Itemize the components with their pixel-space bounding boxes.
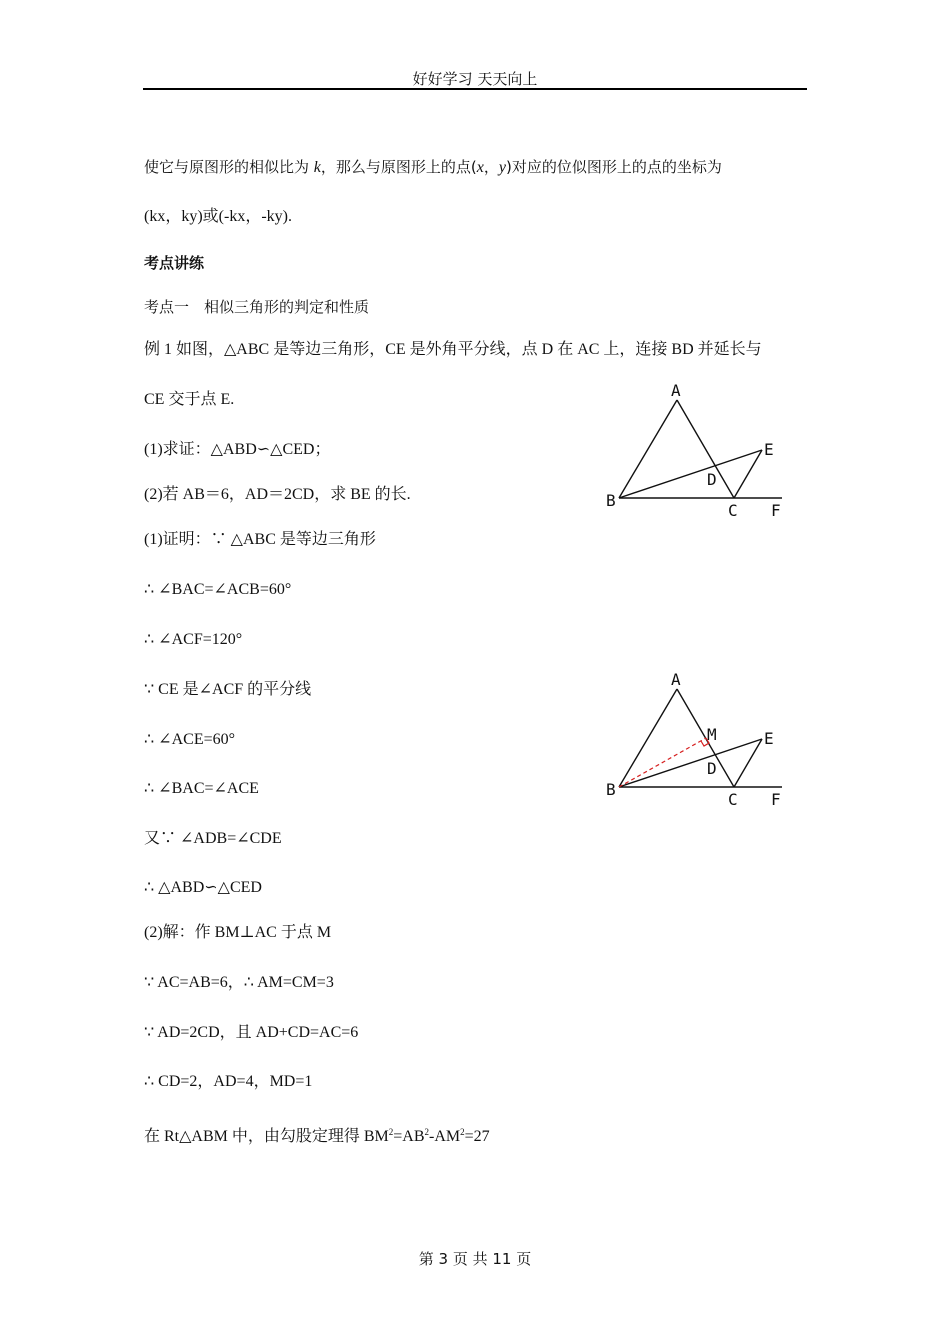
figure-2 <box>598 665 798 811</box>
question-2: (2)若 AB＝6，AD＝2CD，求 BE 的长. <box>144 486 411 503</box>
segment-ab <box>619 689 677 787</box>
segment-be <box>619 739 762 787</box>
proof-line: ∴ ∠BAC=∠ACE <box>144 780 259 797</box>
proof-line: (2)解：作 BM⊥AC 于点 M <box>144 924 332 941</box>
proof-line: 又∵ ∠ADB=∠CDE <box>144 830 282 847</box>
label-f: F <box>771 790 781 809</box>
pyth-text-d: =27 <box>464 1128 490 1145</box>
segment-ab <box>619 400 677 498</box>
label-b: B <box>606 491 616 510</box>
proof-line: ∴ ∠ACF=120° <box>144 631 243 648</box>
page-footer: 第 3 页 共 11 页 <box>418 1250 532 1268</box>
segment-ac <box>677 400 734 498</box>
label-a: A <box>671 670 681 689</box>
page-header: 好好学习 天天向上 <box>412 70 538 88</box>
intro-var-y: y <box>498 159 506 176</box>
proof-line: (1)证明：∵ △ABC 是等边三角形 <box>144 531 376 548</box>
intro-text-b: ，那么与原图形上的点( <box>320 158 477 176</box>
pyth-text-a: 在 Rt△ABM 中，由勾股定理得 BM <box>144 1128 389 1145</box>
label-b: B <box>606 780 616 799</box>
intro-text-c: ， <box>483 158 499 176</box>
segment-be <box>619 450 762 498</box>
proof-line: ∵ AC=AB=6，∴ AM=CM=3 <box>144 974 334 991</box>
pythagoras-line <box>144 1122 490 1147</box>
intro-text-d: )对应的位似图形上的点的坐标为 <box>505 158 722 176</box>
label-m: M <box>707 725 717 744</box>
label-f: F <box>771 501 781 520</box>
label-a: A <box>671 381 681 400</box>
label-d: D <box>707 470 717 489</box>
intro-line-1 <box>144 157 722 178</box>
label-e: E <box>764 440 774 459</box>
intro-var-k: k <box>313 159 321 176</box>
topic-title: 考点一 相似三角形的判定和性质 <box>144 298 370 316</box>
label-c: C <box>728 501 738 520</box>
pyth-text-b: =AB <box>393 1128 425 1145</box>
pyth-text-c: -AM <box>429 1128 461 1145</box>
pyth-sup-3: 2 <box>460 1127 465 1137</box>
intro-line-2: (kx，ky)或(-kx，-ky). <box>144 208 292 225</box>
example-line-1: 例 1 如图，△ABC 是等边三角形，CE 是外角平分线，点 D 在 AC 上，连接 BD 并延长与 <box>144 341 762 358</box>
intro-text-a: 使它与原图形的相似比为 <box>144 158 314 176</box>
label-d: D <box>707 759 717 778</box>
section-title: 考点讲练 <box>144 254 205 272</box>
proof-line: ∴ △ABD∽△CED <box>144 879 262 896</box>
question-1: (1)求证：△ABD∽△CED； <box>144 441 331 458</box>
proof-line: ∴ CD=2，AD=4，MD=1 <box>144 1073 313 1090</box>
label-c: C <box>728 790 738 809</box>
pyth-sup-1: 2 <box>388 1127 394 1137</box>
segment-ce <box>734 739 762 787</box>
proof-line: ∵ AD=2CD，且 AD+CD=AC=6 <box>144 1024 359 1041</box>
pyth-sup-2: 2 <box>424 1127 430 1137</box>
proof-line: ∴ ∠ACE=60° <box>144 731 236 748</box>
proof-line: ∵ CE 是∠ACF 的平分线 <box>144 681 312 698</box>
example-line-2: CE 交于点 E. <box>144 391 235 408</box>
header-rule <box>143 88 807 90</box>
label-e: E <box>764 729 774 748</box>
segment-ce <box>734 450 762 498</box>
figure-1 <box>598 376 798 522</box>
intro-var-x: x <box>476 159 484 176</box>
proof-line: ∴ ∠BAC=∠ACB=60° <box>144 581 292 598</box>
